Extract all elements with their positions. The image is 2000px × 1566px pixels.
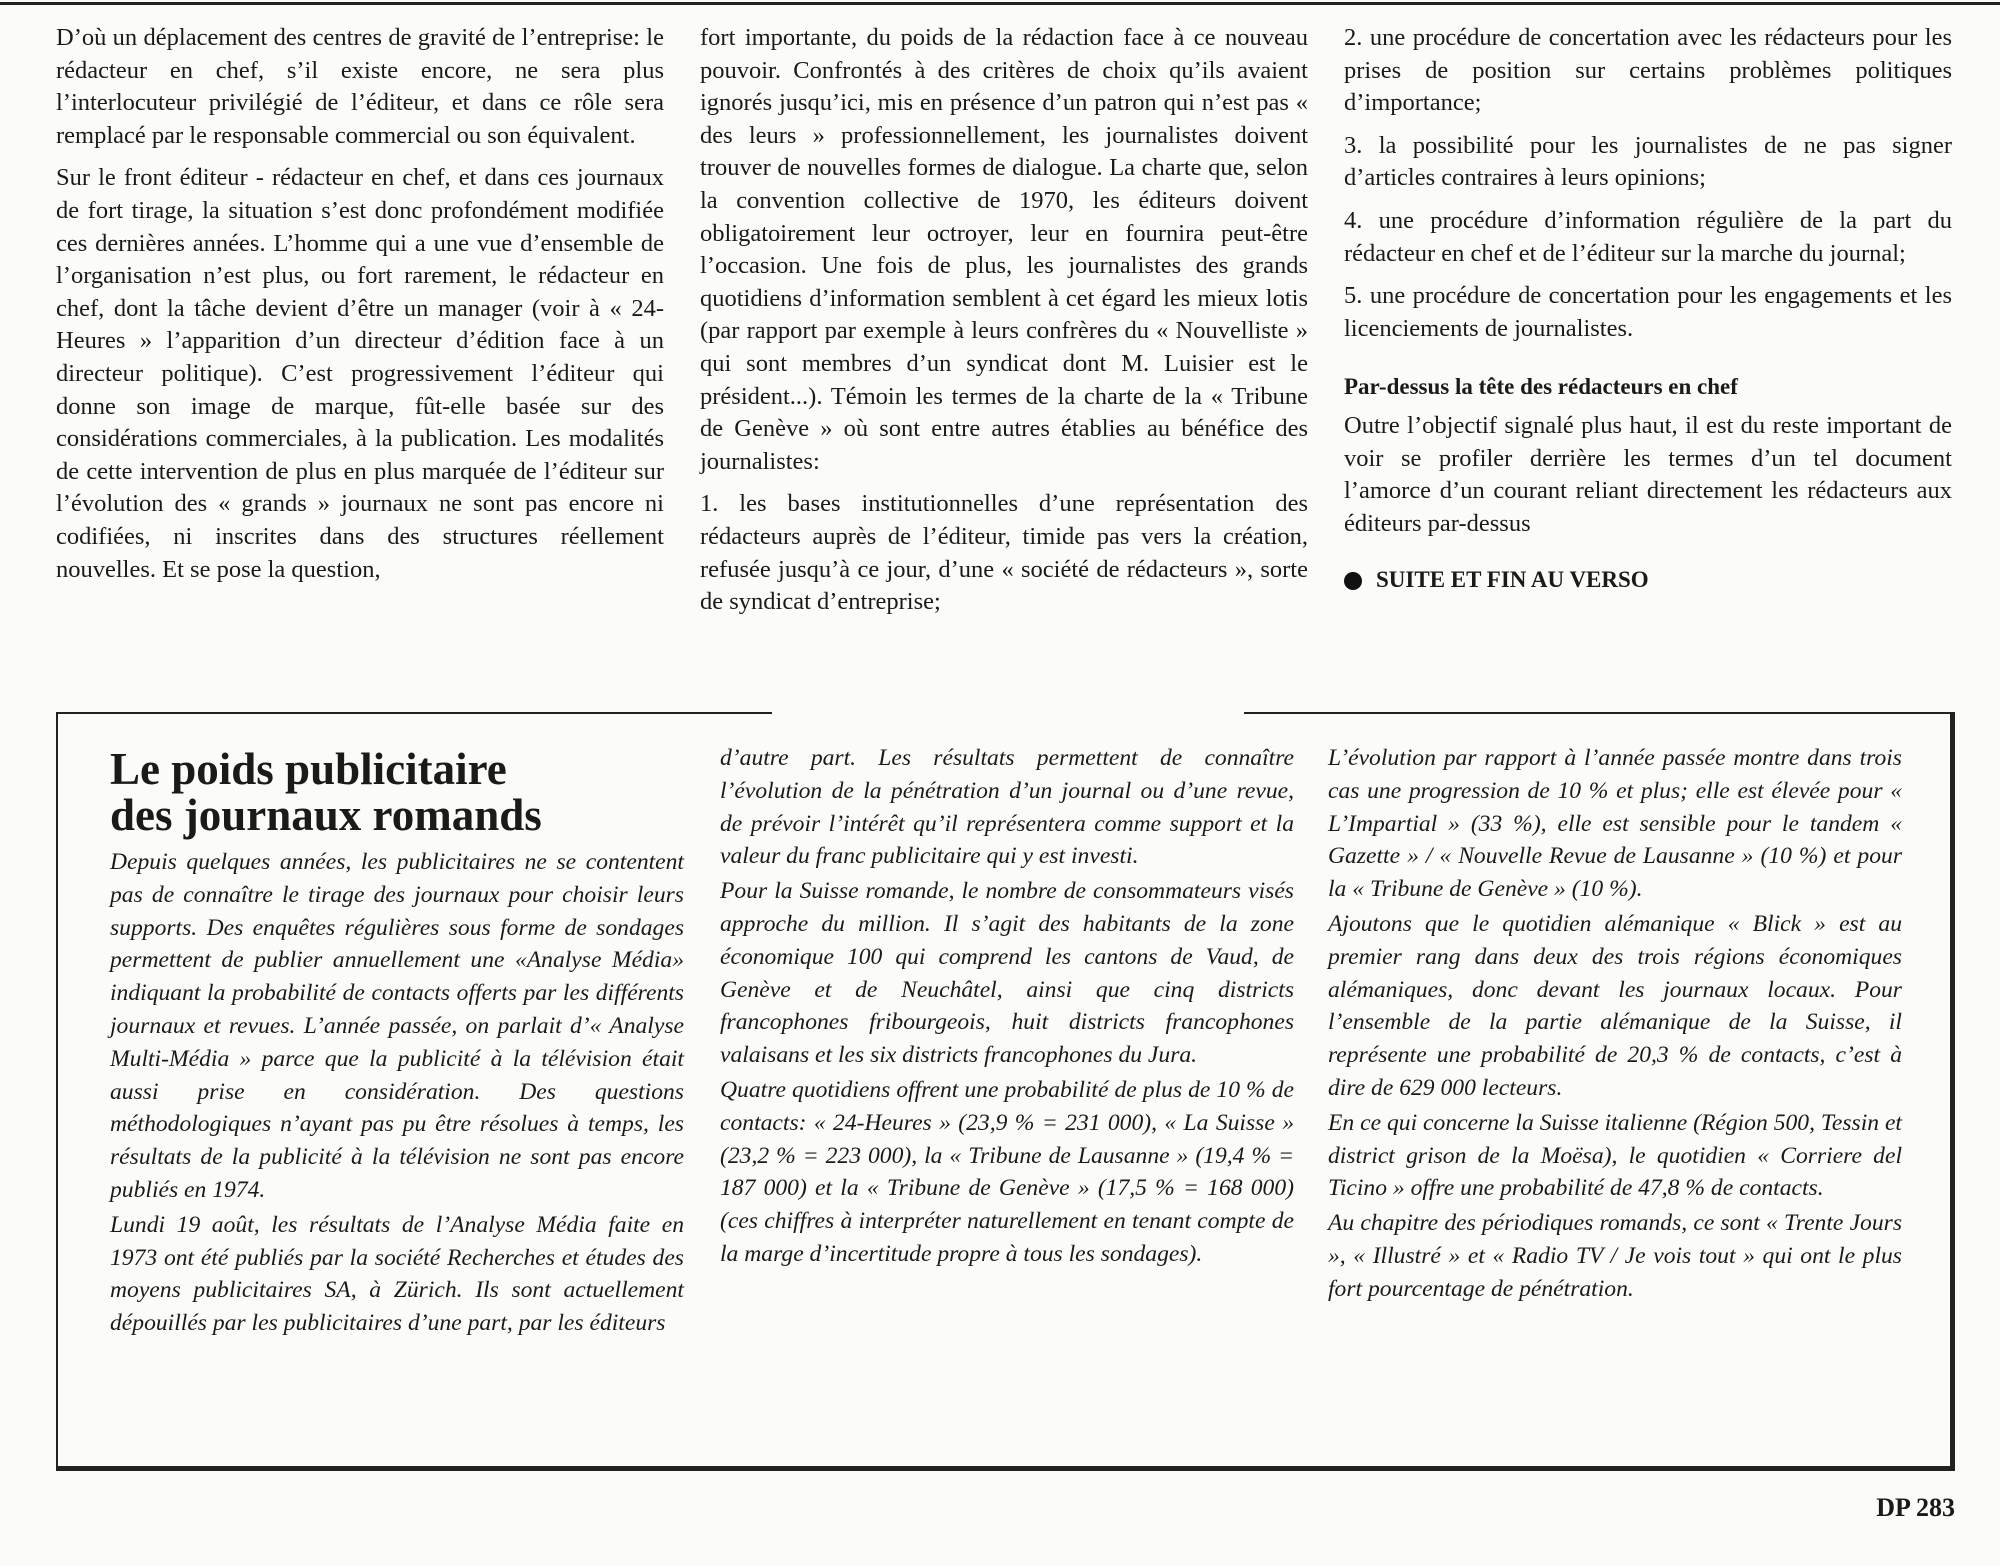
- paragraph: Lundi 19 août, les résultats de l’Analyse Média faite en 1973 ont été publiés par la société Recherches et études des moyens publicitaires SA, à Zürich. Ils sont actuellement dépouillés par les publicitaires d’une part, par les éditeurs: [110, 1211, 684, 1337]
- paragraph: fort importante, du poids de la rédaction face à ce nouveau pouvoir. Confrontés à des critères de choix qu’ils avaient ignorés jusqu’ici, mis en présence d’un patron qui n’est pas « des leurs » professionnellement, les journalistes doivent trouver de nouvelles formes de dialogue. La charte que, selon la convention collective de 1970, les éditeurs doivent obligatoirement leur octroyer, leur en fournira peut-être l’occasion. Une fois de plus, les journalistes des grands quotidiens d’information semblent à cet égard les mieux lotis (par rapport par exemple à leurs confrères du « Nouvelliste » qui sont membres d’un syndicat dont M. Luisier est le président...). Témoin les termes de la charte de la « Tribune de Genève » où sont entre autres établies au bénéfice des journalistes:: [700, 24, 1308, 475]
- list-item: 1. les bases institutionnelles d’une représentation des rédacteurs auprès de l’éditeur, timide pas vers la création, refusée jusqu’à ce jour, d’une « société de rédacteurs », sorte de syndicat d’entreprise;: [700, 490, 1308, 616]
- list-item: 3. la possibilité pour les journalistes de ne pas signer d’articles contraires à leurs opinions;: [1344, 131, 1952, 192]
- section-subheading: Par-dessus la tête des rédacteurs en chef: [1344, 374, 1738, 400]
- list-item: 5. une procédure de concertation pour les engagements et les licenciements de journalistes.: [1344, 282, 1952, 342]
- top-rule: [0, 2, 2000, 5]
- paragraph: Pour la Suisse romande, le nombre de consommateurs visés approche du million. Il s’agit des habitants de la zone économique 100 qui comprend les cantons de Vaud, de Genève et de Neuchâtel, ainsi que cinq districts francophones fribourgeois, huit districts francophones valaisans et les six districts francophones du Jura.: [720, 878, 1294, 1069]
- paragraph: L’évolution par rapport à l’année passée montre dans trois cas une progression de 10 % et plus; elle est élevée pour « L’Impartial » (33 %), elle est sensible pour le tandem « Gazette » / « Nouvelle Revue de Lausanne » (10 %) et pour la « Tribune de Genève » (10 %).: [1328, 745, 1902, 903]
- continued-notice: [1344, 564, 1952, 597]
- paragraph: Ajoutons que le quotidien alémanique « Blick » est au premier rang dans deux des trois régions économiques alémaniques, donc devant les journaux locaux. Pour l’ensemble de la partie alémanique de la Suisse, il représente une probabilité de 20,3 % de contacts, c’est à dire de 629 000 lecteurs.: [1328, 910, 1902, 1101]
- paragraph: En ce qui concerne la Suisse italienne (Région 500, Tessin et district grison de la Moësa), le quotidien « Corriere del Ticino » offre une probabilité de 47,8 % de contacts.: [1328, 1109, 1902, 1202]
- box-shadow-bottom: [56, 1468, 1952, 1471]
- paragraph: D’où un déplacement des centres de gravité de l’entreprise: le rédacteur en chef, s’il existe encore, ne sera plus l’interlocuteur privilégié de l’éditeur, et dans ce rôle sera remplacé par le responsable commercial ou son équivalent.: [56, 24, 664, 149]
- box-shadow-right: [1952, 712, 1955, 1471]
- paragraph: Depuis quelques années, les publicitaires ne se contentent pas de connaître le tirage des journaux pour choisir leurs supports. Des enquêtes régulières sous forme de sondages permettent de publier annuellement une «Analyse Média» indiquant la probabilité de contacts offerts par les différents journaux et revues. L’année passée, on parlait d’« Analyse Multi-Média » parce que la publicité à la télévision était aussi prise en considération. Des questions méthodologiques n’ayant pas pu être résolues à temps, les résultats de la publicité à la télévision ne sont pas encore publiés en 1974.: [110, 849, 684, 1203]
- page-number: DP 283: [1876, 1493, 1955, 1522]
- paragraph: d’autre part. Les résultats permettent de connaître l’évolution de la pénétration d’un journal ou d’une revue, de prévoir l’intérêt qu’il représentera comme support et la valeur du franc publicitaire qui y est investi.: [720, 745, 1294, 870]
- box-column-3: [1328, 742, 1902, 1308]
- box-title-line: des journaux romands: [110, 790, 542, 840]
- article-column-2: [700, 22, 1308, 629]
- list-item: 2. une procédure de concertation avec les rédacteurs pour les prises de position sur certains problèmes politiques d’importance;: [1344, 24, 1952, 117]
- list-item: 4. une procédure d’information régulière de la part du rédacteur en chef et de l’éditeur sur la marche du journal;: [1344, 206, 1952, 267]
- paragraph: Au chapitre des périodiques romands, ce sont « Trente Jours », « Illustré » et « Radio TV / Je vois tout » qui ont le plus fort pourcentage de pénétration.: [1328, 1210, 1902, 1302]
- box-title: [110, 746, 684, 838]
- article-column-1: [56, 22, 664, 596]
- article-column-3: [1344, 22, 1952, 607]
- paragraph: Outre l’objectif signalé plus haut, il est du reste important de voir se profiler derrière les termes d’un tel document l’amorce d’un courant reliant directement les rédacteurs aux éditeurs par-dessus: [1344, 411, 1952, 537]
- paragraph: Quatre quotidiens offrent une probabilité de plus de 10 % de contacts: « 24-Heures » (23,9 % = 231 000), « La Suisse » (23,2 % = 223 000), la « Tribune de Lausanne » (19,4 % = 187 000) et la « Tribune de Genève » (17,5 % = 168 000) (ces chiffres à interpréter naturellement en tenant compte de la marge d’incertitude propre à tous les sondages).: [720, 1076, 1294, 1267]
- box-column-2: [720, 742, 1294, 1273]
- bullet-icon: [1344, 572, 1362, 590]
- continued-label: SUITE ET FIN AU VERSO: [1376, 567, 1649, 593]
- box-column-1: [110, 746, 684, 1342]
- box-title-line: Le poids publicitaire: [110, 744, 507, 794]
- paragraph: Sur le front éditeur - rédacteur en chef, et dans ces journaux de fort tirage, la situation s’est donc profondément modifiée ces dernières années. L’homme qui a une vue d’ensemble de l’organisation n’est plus, ou fort rarement, le rédacteur en chef, dont la tâche devient d’être un manager (voir à « 24-Heures » l’apparition d’un directeur d’édition face à un directeur politique). C’est progressivement l’éditeur qui donne son image de marque, fût-elle basée sur des considérations commerciales, à la publication. Les modalités de cette intervention de plus en plus marquée de l’éditeur sur l’évolution des « grands » journaux ne sont pas encore ni codifiées, ni inscrites dans des structures réellement nouvelles. Et se pose la question,: [56, 164, 664, 583]
